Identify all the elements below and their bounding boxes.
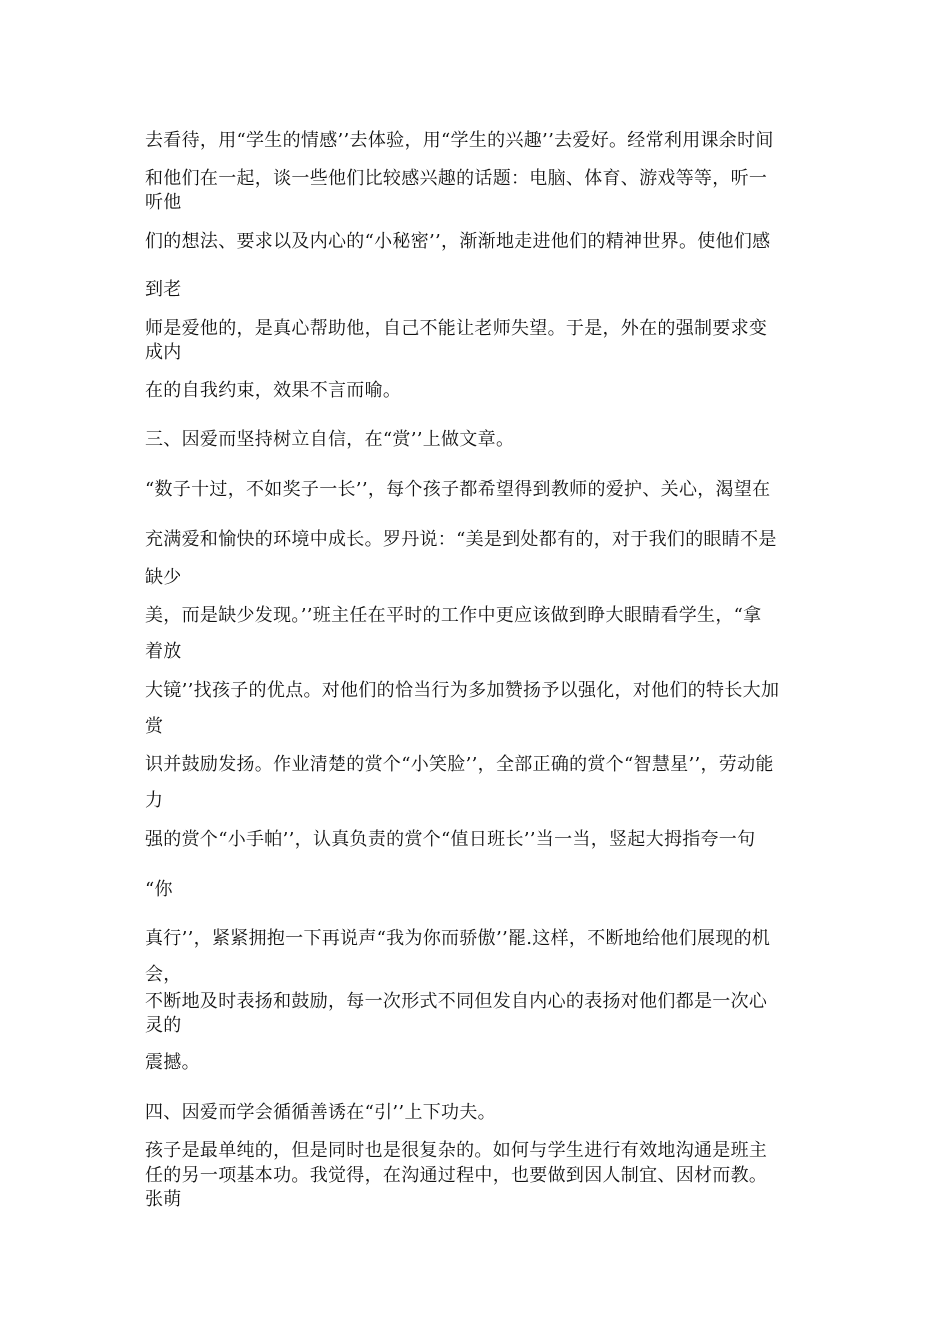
text-line: “数子十过，不如奖子一长’’，每个孩子都希望得到教师的爱护、关心，渴望在 — [145, 479, 771, 500]
text-line: 师是爱他的，是真心帮助他，自己不能让老师失望。于是，外在的强制要求变 — [145, 318, 768, 339]
text-line: 和他们在一起，谈一些他们比较感兴趣的话题：电脑、体育、游戏等等，听一 — [145, 168, 768, 189]
text-line: 真行’’，紧紧拥抱一下再说声“我为你而骄傲’’罷.这样，不断地给他们展现的机 — [145, 928, 771, 949]
text-line: 会， — [145, 964, 182, 985]
text-line: “你 — [145, 879, 173, 900]
text-line: 大镜’’找孩子的优点。对他们的恰当行为多加赞扬予以强化，对他们的特长大加 — [145, 680, 780, 701]
text-line: 缺少 — [145, 567, 182, 588]
text-line: 到老 — [145, 279, 182, 300]
text-line: 着放 — [145, 641, 182, 662]
text-line: 张萌 — [145, 1189, 182, 1210]
text-line: 不断地及时表扬和鼓励，每一次形式不同但发自内心的表扬对他们都是一次心 — [145, 991, 768, 1012]
text-line: 听他 — [145, 192, 182, 213]
text-line: 强的赏个“小手帕’’，认真负责的赏个“值日班长’’当一当，竖起大拇指夸一句 — [145, 829, 756, 850]
text-line: 灵的 — [145, 1015, 182, 1036]
text-line: 在的自我约束，效果不言而喻。 — [145, 380, 402, 401]
text-line: 成内 — [145, 342, 182, 363]
text-line: 美，而是缺少发现。’’班主任在平时的工作中更应该做到睁大眼睛看学生，“拿 — [145, 605, 762, 626]
text-line: 充满爱和愉快的环境中成长。罗丹说：“美是到处都有的，对于我们的眼睛不是 — [145, 529, 777, 550]
text-line: 震撼。 — [145, 1052, 200, 1073]
section-heading: 三、因爱而坚持树立自信，在“赏’’上做文章。 — [145, 429, 515, 450]
text-line: 任的另一项基本功。我觉得，在沟通过程中，也要做到因人制宜、因材而教。 — [145, 1165, 768, 1186]
section-heading: 四、因爱而学会循循善诱在“引’’上下功夫。 — [145, 1102, 496, 1123]
text-line: 力 — [145, 790, 164, 811]
text-line: 们的想法、要求以及内心的“小秘密’’，渐渐地走进他们的精神世界。使他们感 — [145, 231, 771, 252]
text-line: 赏 — [145, 716, 164, 737]
text-line: 孩子是最单纯的，但是同时也是很复杂的。如何与学生进行有效地沟通是班主 — [145, 1140, 768, 1161]
text-line: 去看待，用“学生的情感’’去体验，用“学生的兴趣’’去爱好。经常利用课余时间 — [145, 130, 774, 151]
text-line: 识并鼓励发扬。作业清楚的赏个“小笑脸’’，全部正确的赏个“智慧星’’，劳动能 — [145, 754, 774, 775]
